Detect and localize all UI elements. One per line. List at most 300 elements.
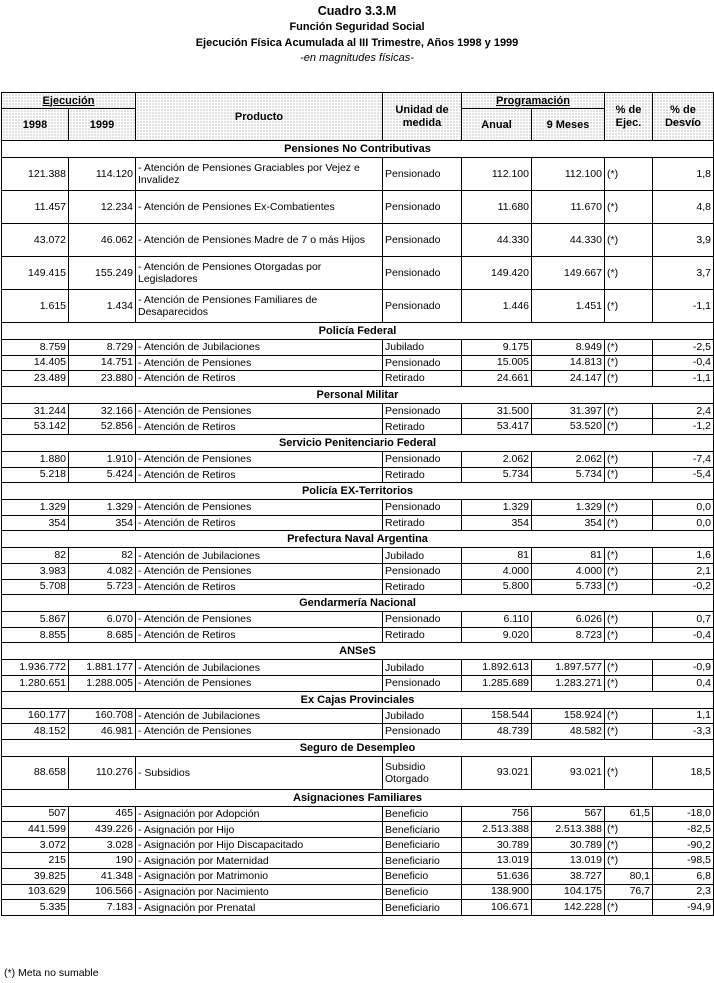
cell-producto: - Atención de Pensiones Otorgadas por Legisladores [136, 257, 383, 290]
table-row [2, 708, 714, 724]
cell-exec-1998: 5.218 [2, 467, 69, 483]
cell-prog-anual: 11.680 [462, 191, 532, 224]
table-row [2, 467, 714, 483]
section-header-row [2, 739, 714, 756]
cell-producto: - Atención de Retiros [136, 419, 383, 435]
cell-pct-desvio: 0,7 [653, 612, 714, 628]
table-row [2, 822, 714, 838]
cell-exec-1999: 106.566 [69, 884, 136, 900]
cell-exec-1998: 507 [2, 806, 69, 822]
cell-prog-9-meses: 8.949 [532, 340, 605, 356]
cell-unidad: Retirado [383, 579, 462, 595]
cell-pct-ejec: (*) [605, 467, 653, 483]
cell-pct-ejec: (*) [605, 837, 653, 853]
cell-prog-9-meses: 2.062 [532, 451, 605, 467]
table-row [2, 900, 714, 916]
cell-prog-9-meses: 38.727 [532, 869, 605, 885]
cell-prog-anual: 48.739 [462, 724, 532, 740]
cell-producto: - Atención de Pensiones [136, 500, 383, 516]
cell-prog-9-meses: 13.019 [532, 853, 605, 869]
cell-pct-ejec: (*) [605, 403, 653, 419]
cell-exec-1998: 441.599 [2, 822, 69, 838]
execution-table [1, 92, 714, 916]
cell-unidad: Beneficiario [383, 900, 462, 916]
cell-exec-1998: 160.177 [2, 708, 69, 724]
cell-producto: - Subsidios [136, 756, 383, 789]
cell-exec-1998: 1.880 [2, 451, 69, 467]
cell-exec-1999: 7.183 [69, 900, 136, 916]
cell-exec-1998: 23.489 [2, 371, 69, 387]
cell-exec-1998: 1.329 [2, 500, 69, 516]
cell-exec-1999: 1.329 [69, 500, 136, 516]
cell-unidad: Pensionado [383, 224, 462, 257]
cell-producto: - Atención de Retiros [136, 627, 383, 643]
cell-prog-anual: 44.330 [462, 224, 532, 257]
cell-unidad: Beneficio [383, 806, 462, 822]
section-header-row [2, 386, 714, 403]
cell-pct-ejec: (*) [605, 660, 653, 676]
cell-producto: - Atención de Pensiones [136, 612, 383, 628]
cell-prog-anual: 1.285.689 [462, 675, 532, 691]
table-row [2, 579, 714, 595]
cell-prog-anual: 106.671 [462, 900, 532, 916]
table-row [2, 563, 714, 579]
table-row [2, 419, 714, 435]
cell-prog-9-meses: 93.021 [532, 756, 605, 789]
cell-exec-1998: 31.244 [2, 403, 69, 419]
section-title: Seguro de Desempleo [2, 739, 714, 756]
table-row [2, 675, 714, 691]
cell-pct-desvio: 1,8 [653, 158, 714, 191]
cell-exec-1999: 4.082 [69, 563, 136, 579]
cell-exec-1998: 215 [2, 853, 69, 869]
cell-exec-1999: 190 [69, 853, 136, 869]
cell-pct-desvio: -98,5 [653, 853, 714, 869]
cell-exec-1999: 354 [69, 515, 136, 531]
table-row [2, 724, 714, 740]
cell-prog-9-meses: 81 [532, 548, 605, 564]
cell-exec-1998: 1.936.772 [2, 660, 69, 676]
cell-pct-desvio: -90,2 [653, 837, 714, 853]
cell-producto: - Atención de Pensiones [136, 451, 383, 467]
cell-exec-1999: 41.348 [69, 869, 136, 885]
cell-exec-1999: 14.751 [69, 355, 136, 371]
cell-pct-ejec: (*) [605, 548, 653, 564]
cell-exec-1998: 82 [2, 548, 69, 564]
cell-prog-9-meses: 30.789 [532, 837, 605, 853]
cell-exec-1998: 5.708 [2, 579, 69, 595]
cell-prog-9-meses: 142.228 [532, 900, 605, 916]
cell-exec-1998: 354 [2, 515, 69, 531]
cell-exec-1998: 121.388 [2, 158, 69, 191]
cell-exec-1999: 12.234 [69, 191, 136, 224]
section-title: Personal Militar [2, 386, 714, 403]
cell-producto: - Atención de Retiros [136, 467, 383, 483]
cell-exec-1998: 1.615 [2, 290, 69, 323]
cell-producto: - Asignación por Hijo [136, 822, 383, 838]
cell-prog-anual: 30.789 [462, 837, 532, 853]
cell-producto: - Asignación por Nacimiento [136, 884, 383, 900]
cell-pct-desvio: -1,1 [653, 290, 714, 323]
cell-exec-1999: 8.729 [69, 340, 136, 356]
cell-unidad: Jubilado [383, 340, 462, 356]
footnote: (*) Meta no sumable [4, 967, 99, 979]
table-row [2, 191, 714, 224]
cell-pct-ejec: (*) [605, 500, 653, 516]
cell-pct-ejec: (*) [605, 853, 653, 869]
cell-producto: - Atención de Pensiones Madre de 7 o más Hijos [136, 224, 383, 257]
cell-prog-anual: 756 [462, 806, 532, 822]
cell-prog-anual: 81 [462, 548, 532, 564]
cell-prog-anual: 1.892.613 [462, 660, 532, 676]
cell-pct-ejec: 61,5 [605, 806, 653, 822]
cell-exec-1999: 3.028 [69, 837, 136, 853]
cell-unidad: Beneficio [383, 884, 462, 900]
table-row [2, 500, 714, 516]
cell-exec-1998: 43.072 [2, 224, 69, 257]
cell-prog-anual: 9.175 [462, 340, 532, 356]
table-row [2, 806, 714, 822]
cell-prog-9-meses: 158.924 [532, 708, 605, 724]
cell-prog-anual: 2.062 [462, 451, 532, 467]
cell-pct-desvio: -18,0 [653, 806, 714, 822]
cell-exec-1998: 3.983 [2, 563, 69, 579]
cell-unidad: Pensionado [383, 563, 462, 579]
cell-exec-1998: 8.759 [2, 340, 69, 356]
cell-exec-1999: 46.981 [69, 724, 136, 740]
cell-pct-desvio: -82,5 [653, 822, 714, 838]
cell-unidad: Beneficiario [383, 837, 462, 853]
cell-exec-1999: 114.120 [69, 158, 136, 191]
cell-exec-1999: 32.166 [69, 403, 136, 419]
section-title: Policía Federal [2, 323, 714, 340]
cell-pct-ejec: (*) [605, 900, 653, 916]
cell-exec-1999: 46.062 [69, 224, 136, 257]
cell-pct-desvio: 6,8 [653, 869, 714, 885]
table-row [2, 224, 714, 257]
cell-prog-9-meses: 53.520 [532, 419, 605, 435]
table-row [2, 290, 714, 323]
cell-producto: - Atención de Pensiones [136, 563, 383, 579]
table-row [2, 403, 714, 419]
table-row [2, 451, 714, 467]
cell-pct-desvio: 4,8 [653, 191, 714, 224]
cell-producto: - Asignación por Adopción [136, 806, 383, 822]
section-header-row [2, 483, 714, 500]
cell-pct-desvio: 18,5 [653, 756, 714, 789]
cell-pct-desvio: -2,5 [653, 340, 714, 356]
cell-unidad: Pensionado [383, 290, 462, 323]
cell-prog-anual: 112.100 [462, 158, 532, 191]
cell-producto: - Atención de Retiros [136, 371, 383, 387]
cell-pct-desvio: -1,1 [653, 371, 714, 387]
cell-pct-ejec: (*) [605, 257, 653, 290]
section-header-row [2, 434, 714, 451]
section-title: Ex Cajas Provinciales [2, 691, 714, 708]
col-pct-desvio: % de Desvío [653, 93, 714, 141]
cell-prog-9-meses: 14.813 [532, 355, 605, 371]
col-1999: 1999 [69, 109, 136, 141]
col-1998: 1998 [2, 109, 69, 141]
cell-pct-desvio: 0,0 [653, 500, 714, 516]
cell-prog-9-meses: 1.897.577 [532, 660, 605, 676]
cell-pct-desvio: 1,1 [653, 708, 714, 724]
table-row [2, 612, 714, 628]
cell-prog-anual: 138.900 [462, 884, 532, 900]
cell-prog-9-meses: 24.147 [532, 371, 605, 387]
cell-pct-desvio: -0,2 [653, 579, 714, 595]
cell-producto: - Atención de Pensiones [136, 355, 383, 371]
cell-unidad: Pensionado [383, 158, 462, 191]
cell-pct-ejec: (*) [605, 675, 653, 691]
cell-unidad: Pensionado [383, 612, 462, 628]
section-header-row [2, 643, 714, 660]
cell-prog-anual: 1.446 [462, 290, 532, 323]
cell-exec-1999: 1.910 [69, 451, 136, 467]
cell-exec-1999: 465 [69, 806, 136, 822]
cell-prog-anual: 5.734 [462, 467, 532, 483]
section-header-row [2, 595, 714, 612]
col-anual: Anual [462, 109, 532, 141]
section-header-row [2, 531, 714, 548]
cell-unidad: Pensionado [383, 257, 462, 290]
cell-pct-ejec: (*) [605, 355, 653, 371]
section-title: Servicio Penitenciario Federal [2, 434, 714, 451]
cell-exec-1998: 3.072 [2, 837, 69, 853]
col-unidad: Unidad de medida [383, 93, 462, 141]
cell-producto: - Asignación por Hijo Discapacitado [136, 837, 383, 853]
cell-pct-ejec: (*) [605, 224, 653, 257]
cell-exec-1998: 14.405 [2, 355, 69, 371]
cell-prog-9-meses: 5.734 [532, 467, 605, 483]
cell-exec-1999: 1.434 [69, 290, 136, 323]
cell-unidad: Pensionado [383, 355, 462, 371]
cell-prog-anual: 354 [462, 515, 532, 531]
cell-producto: - Atención de Jubilaciones [136, 340, 383, 356]
cell-pct-ejec: 76,7 [605, 884, 653, 900]
cell-unidad: Pensionado [383, 724, 462, 740]
cell-pct-desvio: -0,9 [653, 660, 714, 676]
cell-prog-9-meses: 1.451 [532, 290, 605, 323]
cell-pct-desvio: -1,2 [653, 419, 714, 435]
cell-pct-desvio: 3,7 [653, 257, 714, 290]
cell-producto: - Atención de Jubilaciones [136, 548, 383, 564]
cell-exec-1999: 5.424 [69, 467, 136, 483]
report-title: Ejecución Física Acumulada al III Trimestre, Años 1998 y 1999 [195, 37, 519, 49]
cell-pct-ejec: (*) [605, 627, 653, 643]
table-row [2, 884, 714, 900]
col-producto: Producto [136, 93, 383, 141]
cell-producto: - Atención de Pensiones Ex-Combatientes [136, 191, 383, 224]
cell-pct-ejec: (*) [605, 756, 653, 789]
cell-pct-ejec: (*) [605, 708, 653, 724]
table-number: Cuadro 3.3.M [317, 4, 397, 18]
cell-exec-1998: 5.867 [2, 612, 69, 628]
cell-exec-1998: 5.335 [2, 900, 69, 916]
cell-producto: - Asignación por Maternidad [136, 853, 383, 869]
cell-prog-9-meses: 104.175 [532, 884, 605, 900]
cell-prog-anual: 9.020 [462, 627, 532, 643]
section-title: Pensiones No Contributivas [2, 141, 714, 158]
cell-prog-9-meses: 6.026 [532, 612, 605, 628]
cell-exec-1999: 1.881.177 [69, 660, 136, 676]
cell-producto: - Atención de Pensiones Familiares de Desaparecidos [136, 290, 383, 323]
table-row [2, 837, 714, 853]
cell-pct-ejec: (*) [605, 158, 653, 191]
cell-pct-desvio: -7,4 [653, 451, 714, 467]
cell-prog-9-meses: 11.670 [532, 191, 605, 224]
cell-exec-1998: 8.855 [2, 627, 69, 643]
table-row [2, 756, 714, 789]
cell-unidad: Pensionado [383, 451, 462, 467]
cell-pct-ejec: (*) [605, 563, 653, 579]
cell-unidad: Retirado [383, 627, 462, 643]
cell-prog-anual: 93.021 [462, 756, 532, 789]
cell-pct-ejec: (*) [605, 724, 653, 740]
table-row [2, 548, 714, 564]
cell-producto: - Atención de Pensiones [136, 724, 383, 740]
col-programacion: Programación [462, 93, 605, 109]
cell-unidad: Beneficiario [383, 822, 462, 838]
cell-prog-anual: 13.019 [462, 853, 532, 869]
section-header-row [2, 789, 714, 806]
cell-producto: - Atención de Jubilaciones [136, 708, 383, 724]
cell-prog-9-meses: 567 [532, 806, 605, 822]
cell-pct-desvio: -5,4 [653, 467, 714, 483]
table-row [2, 515, 714, 531]
cell-exec-1999: 110.276 [69, 756, 136, 789]
cell-unidad: Pensionado [383, 403, 462, 419]
cell-prog-anual: 149.420 [462, 257, 532, 290]
cell-unidad: Pensionado [383, 500, 462, 516]
cell-exec-1999: 52.856 [69, 419, 136, 435]
col-pct-ejec: % de Ejec. [605, 93, 653, 141]
cell-unidad: Retirado [383, 515, 462, 531]
cell-prog-anual: 4.000 [462, 563, 532, 579]
cell-unidad: Retirado [383, 419, 462, 435]
cell-exec-1998: 88.658 [2, 756, 69, 789]
cell-exec-1998: 11.457 [2, 191, 69, 224]
cell-pct-desvio: -94,9 [653, 900, 714, 916]
cell-exec-1999: 155.249 [69, 257, 136, 290]
col-9-meses: 9 Meses [532, 109, 605, 141]
section-header-row [2, 323, 714, 340]
cell-exec-1999: 6.070 [69, 612, 136, 628]
table-row [2, 627, 714, 643]
cell-prog-anual: 31.500 [462, 403, 532, 419]
cell-pct-ejec: (*) [605, 515, 653, 531]
cell-unidad: Pensionado [383, 675, 462, 691]
cell-prog-9-meses: 31.397 [532, 403, 605, 419]
cell-pct-ejec: (*) [605, 340, 653, 356]
cell-pct-desvio: 0,0 [653, 515, 714, 531]
cell-pct-ejec: (*) [605, 579, 653, 595]
cell-prog-9-meses: 1.283.271 [532, 675, 605, 691]
cell-producto: - Asignación por Matrimonio [136, 869, 383, 885]
report-header [0, 3, 714, 65]
cell-unidad: Retirado [383, 467, 462, 483]
col-ejecucion: Ejecución [2, 93, 136, 109]
cell-prog-anual: 2.513.388 [462, 822, 532, 838]
cell-pct-desvio: -0,4 [653, 355, 714, 371]
cell-producto: - Atención de Pensiones Graciables por Vejez e Invalidez [136, 158, 383, 191]
cell-unidad: Jubilado [383, 708, 462, 724]
cell-producto: - Atención de Retiros [136, 515, 383, 531]
cell-prog-9-meses: 2.513.388 [532, 822, 605, 838]
cell-pct-desvio: 2,4 [653, 403, 714, 419]
section-title: Asignaciones Familiares [2, 789, 714, 806]
section-header-row [2, 691, 714, 708]
cell-pct-ejec: (*) [605, 451, 653, 467]
cell-pct-ejec: 80,1 [605, 869, 653, 885]
table-row [2, 660, 714, 676]
cell-prog-9-meses: 5.733 [532, 579, 605, 595]
cell-unidad: Beneficio [383, 869, 462, 885]
cell-producto: - Atención de Jubilaciones [136, 660, 383, 676]
cell-prog-anual: 158.544 [462, 708, 532, 724]
cell-exec-1998: 48.152 [2, 724, 69, 740]
cell-producto: - Atención de Pensiones [136, 675, 383, 691]
report-subtitle: -en magnitudes físicas- [300, 52, 414, 64]
cell-exec-1999: 5.723 [69, 579, 136, 595]
cell-prog-9-meses: 4.000 [532, 563, 605, 579]
cell-pct-desvio: 2,3 [653, 884, 714, 900]
cell-prog-anual: 24.661 [462, 371, 532, 387]
cell-unidad: Subsidio Otorgado [383, 756, 462, 789]
cell-pct-ejec: (*) [605, 822, 653, 838]
cell-prog-9-meses: 149.667 [532, 257, 605, 290]
cell-pct-ejec: (*) [605, 612, 653, 628]
section-title: ANSeS [2, 643, 714, 660]
table-row [2, 853, 714, 869]
cell-exec-1999: 1.288.005 [69, 675, 136, 691]
cell-prog-anual: 5.800 [462, 579, 532, 595]
cell-pct-ejec: (*) [605, 371, 653, 387]
cell-unidad: Beneficiario [383, 853, 462, 869]
cell-exec-1998: 103.629 [2, 884, 69, 900]
table-row [2, 869, 714, 885]
cell-prog-anual: 51.636 [462, 869, 532, 885]
cell-producto: - Atención de Pensiones [136, 403, 383, 419]
cell-pct-ejec: (*) [605, 191, 653, 224]
cell-exec-1998: 149.415 [2, 257, 69, 290]
cell-exec-1999: 23.880 [69, 371, 136, 387]
cell-pct-desvio: 2,1 [653, 563, 714, 579]
cell-producto: - Atención de Retiros [136, 579, 383, 595]
section-header-row [2, 141, 714, 158]
table-row [2, 158, 714, 191]
cell-unidad: Retirado [383, 371, 462, 387]
cell-unidad: Pensionado [383, 191, 462, 224]
cell-unidad: Jubilado [383, 660, 462, 676]
cell-pct-desvio: -0,4 [653, 627, 714, 643]
cell-prog-9-meses: 48.582 [532, 724, 605, 740]
table-row [2, 355, 714, 371]
cell-unidad: Jubilado [383, 548, 462, 564]
cell-pct-desvio: 3,9 [653, 224, 714, 257]
cell-prog-9-meses: 1.329 [532, 500, 605, 516]
cell-exec-1998: 39.825 [2, 869, 69, 885]
cell-prog-9-meses: 112.100 [532, 158, 605, 191]
cell-exec-1999: 439.226 [69, 822, 136, 838]
cell-prog-9-meses: 8.723 [532, 627, 605, 643]
table-row [2, 371, 714, 387]
cell-prog-anual: 1.329 [462, 500, 532, 516]
cell-exec-1998: 53.142 [2, 419, 69, 435]
cell-exec-1999: 8.685 [69, 627, 136, 643]
table-row [2, 257, 714, 290]
table-row [2, 340, 714, 356]
